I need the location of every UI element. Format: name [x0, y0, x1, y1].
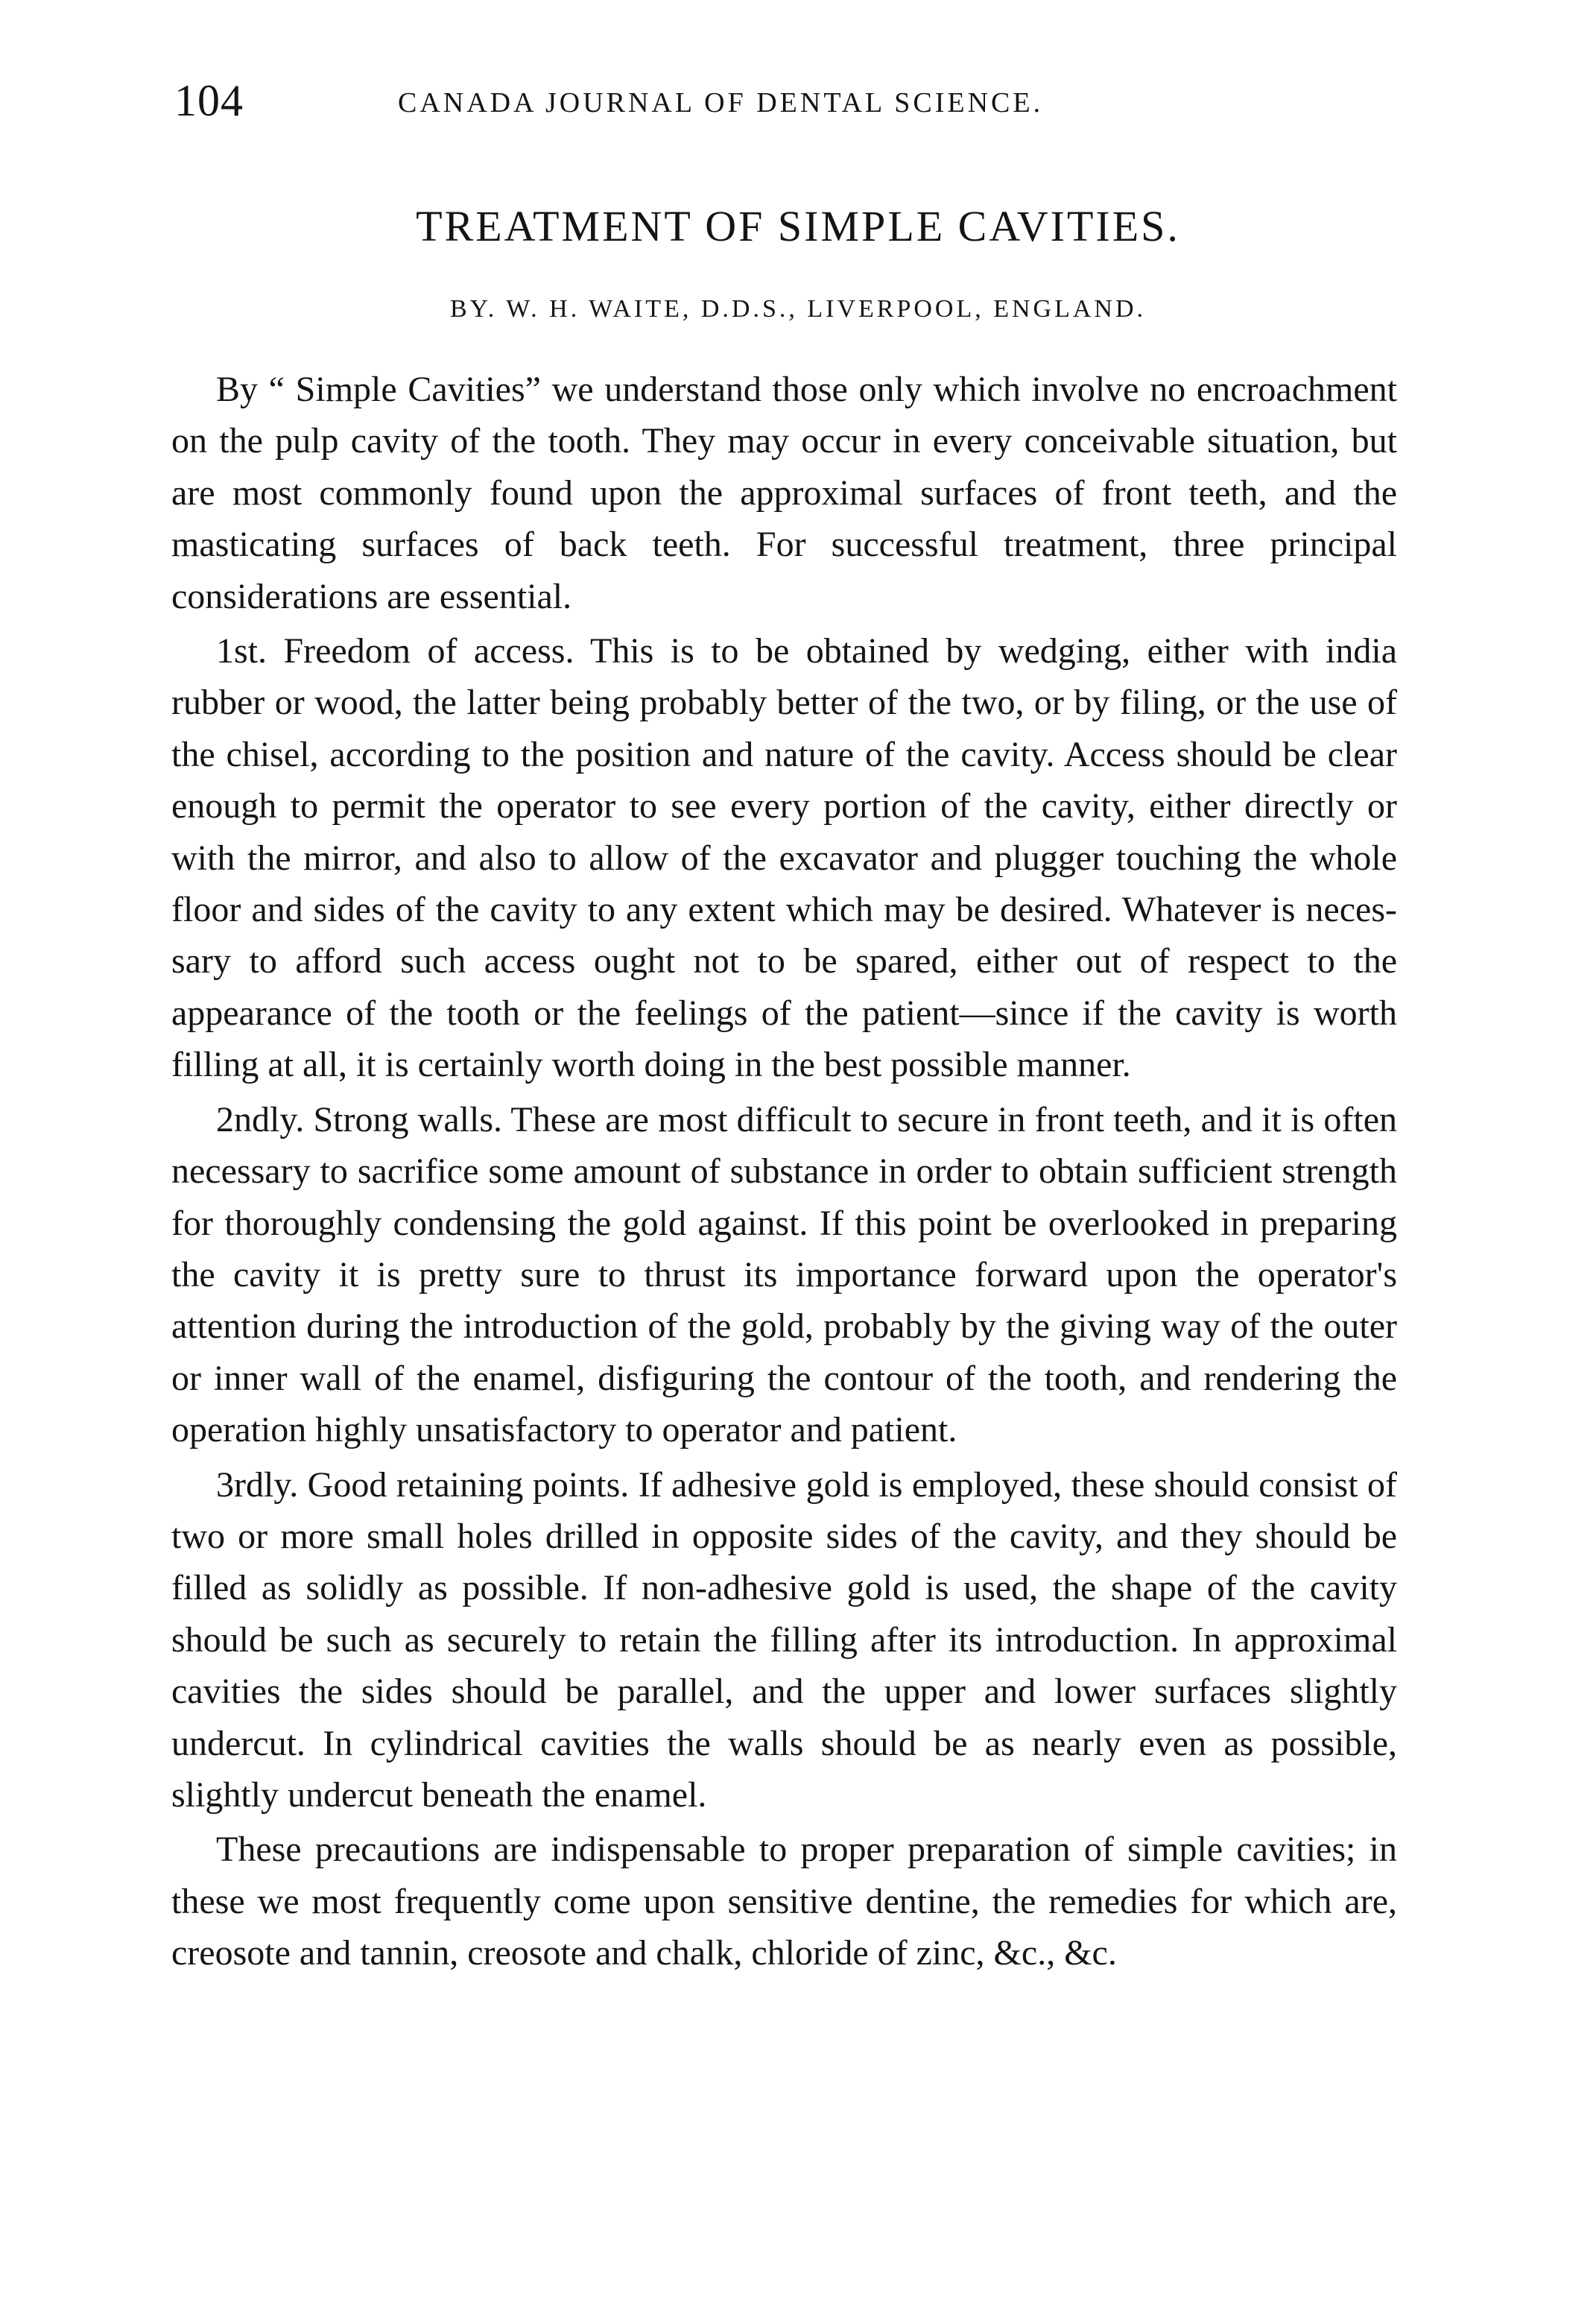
paragraph-retaining-points: 3rdly. Good retaining points. If adhesive gold is employed, these should consist of two or more small holes drilled in opposite sides of the cavity, and they should be filled as solidly as possible. If non-adhesive gold is used, the shape of the cavity should be such as securely to retain the filling after its introduction. In approximal cavities the sides should be parallel, and the upper and lower surfaces slightly undercut. In cylindrical cavities the walls should be as nearly even as possible, slightly undercut beneath the enamel.: [171, 1464, 1397, 1815]
author-byline: BY. W. H. WAITE, D.D.S., LIVERPOOL, ENGLAND.: [449, 295, 1147, 323]
paragraph-precautions: These precautions are indispensable to proper preparation of simple cavities; in these we most frequently come upon sensitive dentine, the remedies for which are, creosote and tannin, creosote and chalk, chloride of zinc, &c., &c.: [171, 1830, 1397, 1973]
journal-title: CANADA JOURNAL OF DENTAL SCIENCE.: [398, 87, 1044, 118]
page-number: 104: [174, 76, 244, 125]
paragraph-intro: By “ Simple Cavities” we understand those only which involve no encroachment on the pulp cavity of the tooth. They may occur in every conceivable situation, but are most commonly found upon the approximal surfaces of front teeth, and the masticating surfaces of back teeth. For successful treatment, three principal considerations are essential.: [171, 370, 1397, 616]
paragraph-freedom-of-access: 1st. Freedom of access. This is to be obtained by wedging, either with india rubber or wood, the latter being probably better of the two, or by filing, or the use of the chisel, according to the position and nature of the cavity. Access should be clear enough to permit the operator to see every portion of the cavity, either directly or with the mirror, and also to allow of the excavator and plugger touching the whole floor and sides of the cavity to any extent which may be desired. Whatever is necessary to afford such access ought not to be spared, either out of respect to the appearance of the tooth or the feelings of the patient—since if the cavity is worth filling at all, it is certainly worth doing in the best possible manner.: [171, 631, 1397, 1085]
article-title: TREATMENT OF SIMPLE CAVITIES.: [416, 202, 1180, 250]
article-body: [171, 364, 1397, 1979]
paragraph-strong-walls: 2ndly. Strong walls. These are most difficult to secure in front teeth, and it is often necessary to sacrifice some amount of substance in order to obtain sufficient strength for thoroughly condensing the gold against. If this point be overlooked in preparing the cavity it is pretty sure to thrust its importance forward upon the operator's attention during the introduction of the gold, probably by the giving way of the outer or inner wall of the enamel, disfiguring the contour of the tooth, and rendering the operation highly unsatisfactory to operator and patient.: [171, 1099, 1397, 1450]
running-head: [174, 75, 1396, 127]
